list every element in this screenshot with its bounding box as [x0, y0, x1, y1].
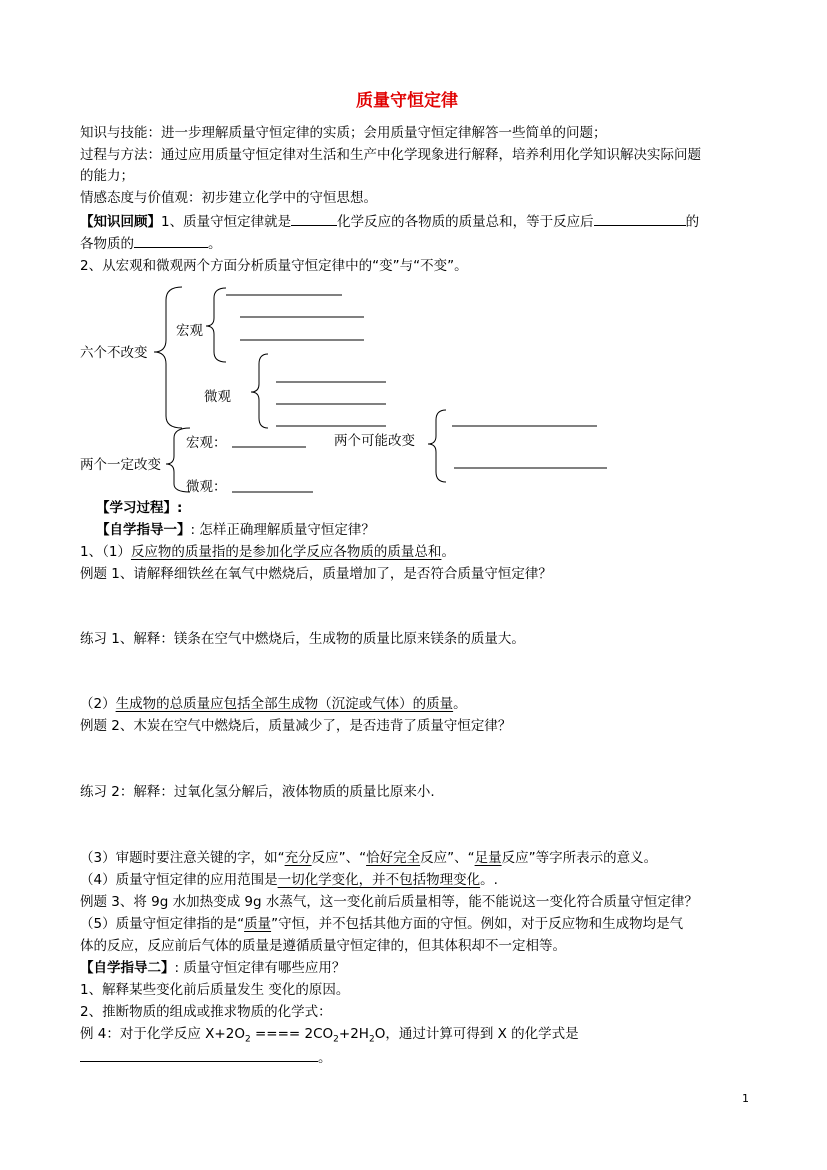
brace-two-possible — [428, 410, 446, 482]
point-4: （4）质量守恒定律的应用范围是一切化学变化，并不包括物理变化。. — [80, 872, 498, 888]
point-2: （2）生成物的总质量应包括全部生成物（沉淀或气体）的质量。 — [80, 696, 467, 712]
label-two-changed: 两个一定改变 — [80, 457, 161, 473]
objective-process-line2: 的能力； — [80, 168, 134, 184]
answer-blank — [80, 1047, 318, 1062]
guide-1-heading: 【自学指导一】: 怎样正确理解质量守恒定律？ — [96, 522, 375, 538]
practice-1: 练习 1、解释：镁条在空气中燃烧后，生成物的质量比原来镁条的质量大。 — [80, 631, 525, 647]
review-question-1: 【知识回顾】1、质量守恒定律就是 化学反应的各物质的质量总和，等于反应后 的 — [80, 211, 699, 231]
brace-macro — [206, 288, 226, 362]
application-2: 2、推断物质的组成或推求物质的化学式： — [80, 1004, 332, 1020]
label-micro: 微观 — [204, 389, 231, 405]
objective-knowledge: 知识与技能：进一步理解质量守恒定律的实质；会用质量守恒定律解答一些简单的问题； — [80, 125, 607, 141]
brace-micro — [251, 354, 268, 428]
label-six-unchanged: 六个不改变 — [80, 345, 148, 361]
example-1: 例题 1、请解释细铁丝在氧气中燃烧后，质量增加了，是否符合质量守恒定律？ — [80, 566, 552, 582]
guide-2-heading: 【自学指导二】: 质量守恒定律有哪些应用？ — [80, 960, 346, 976]
application-1: 1、解释某些变化前后质量发生 变化的原因。 — [80, 982, 350, 998]
example-3: 例题 3、将 9g 水加热变成 9g 水蒸气，这一变化前后质量相等，能不能说这一变化符合质量守恒定律？ — [80, 894, 698, 910]
example-2: 例题 2、木炭在空气中燃烧后，质量减少了，是否违背了质量守恒定律？ — [80, 718, 512, 734]
objective-process-line1: 过程与方法：通过应用质量守恒定律对生活和生产中化学现象进行解释，培养利用化学知识解决实际问题 — [80, 147, 701, 163]
label-two-possible: 两个可能改变 — [334, 433, 415, 449]
label-micro-colon: 微观： — [186, 479, 227, 495]
review-question-1-cont: 各物质的 。 — [80, 233, 222, 253]
example-4: 例 4：对于化学反应 $X+2O_2$ ==== $2CO_2+2H_2O$，通过计算可得到 X 的化学式是 — [80, 1026, 579, 1045]
page-title: 质量守恒定律 — [356, 91, 458, 111]
learning-process-title: 【学习过程】: — [96, 500, 183, 516]
review-tag: 【知识回顾】 — [80, 214, 161, 230]
brace-six-unchanged — [154, 287, 182, 428]
practice-2: 练习 2：解释：过氧化氢分解后，液体物质的质量比原来小. — [80, 784, 435, 800]
label-macro: 宏观 — [176, 323, 203, 339]
point-5-cont: 体的反应，反应前后气体的质量是遵循质量守恒定律的，但其体积却不一定相等。 — [80, 938, 566, 954]
point-1: 1、（1）反应物的质量指的是参加化学反应各物质的质量总和。 — [80, 544, 455, 560]
point-5: （5）质量守恒定律指的是“质量”守恒，并不包括其他方面的守恒。例如，对于反应物和生成物均是气 — [80, 916, 684, 932]
objective-attitude: 情感态度与价值观：初步建立化学中的守恒思想。 — [80, 190, 377, 206]
example-4-answer: 。 — [80, 1047, 332, 1067]
review-question-2: 2、从宏观和微观两个方面分析质量守恒定律中的“变”与“不变”。 — [80, 258, 468, 274]
label-macro-colon: 宏观： — [186, 435, 227, 451]
point-3: （3）审题时要注意关键的字，如“充分反应”、“恰好完全反应”、“足量反应”等字所表示的意义。 — [80, 850, 658, 866]
page-number: 1 — [742, 1092, 749, 1105]
